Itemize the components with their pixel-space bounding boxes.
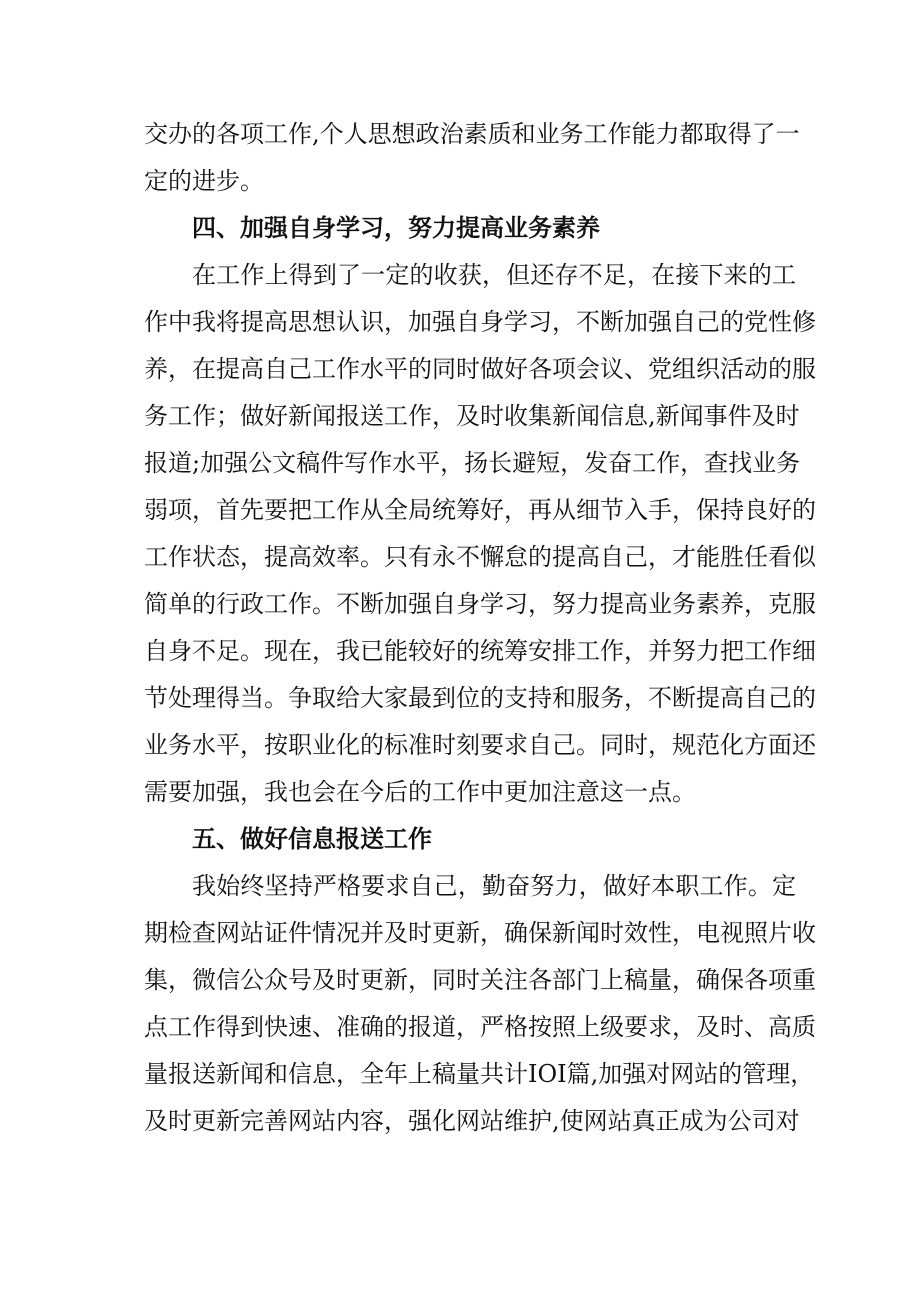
section-heading-4: 四、加强自身学习，努力提高业务素养 — [192, 214, 600, 242]
paragraph-line: 节处理得当。争取给大家最到位的支持和服务，不断提高自己的 — [144, 684, 816, 712]
paragraph-line: 定的进步。 — [144, 167, 264, 195]
paragraph-line: 作中我将提高思想认识，加强自身学习，不断加强自己的党性修 — [144, 308, 816, 336]
paragraph-line: 业务水平，按职业化的标准时刻要求自己。同时，规范化方面还 — [144, 731, 816, 759]
paragraph-line: 需要加强，我也会在今后的工作中更加注意这一点。 — [144, 778, 696, 806]
paragraph-line: 我始终坚持严格要求自己，勤奋努力，做好本职工作。定 — [192, 872, 796, 900]
paragraph-line: 简单的行政工作。不断加强自身学习，努力提高业务素养，克服 — [144, 590, 816, 618]
paragraph-line: 务工作；做好新闻报送工作，及时收集新闻信息,新闻事件及时 — [144, 402, 800, 430]
paragraph-line: 养，在提高自己工作水平的同时做好各项会议、党组织活动的服 — [144, 355, 816, 383]
section-heading-5: 五、做好信息报送工作 — [192, 825, 432, 853]
paragraph-line: 工作状态，提高效率。只有永不懈怠的提高自己，才能胜任看似 — [144, 543, 816, 571]
paragraph-line: 点工作得到快速、准确的报道，严格按照上级要求，及时、高质 — [144, 1013, 816, 1041]
paragraph-line: 弱项，首先要把工作从全局统筹好，再从细节入手，保持良好的 — [144, 496, 816, 524]
paragraph-line: 及时更新完善网站内容，强化网站维护,使网站真正成为公司对 — [144, 1107, 800, 1135]
paragraph-line: 在工作上得到了一定的收获，但还存不足，在接下来的工 — [192, 261, 796, 289]
paragraph-line: 量报送新闻和信息，全年上稿量共计IOI篇,加强对网站的管理， — [144, 1060, 815, 1088]
paragraph-line: 报道;加强公文稿件写作水平，扬长避短，发奋工作，查找业务 — [144, 449, 801, 477]
paragraph-line: 自身不足。现在，我已能较好的统筹安排工作，并努力把工作细 — [144, 637, 816, 665]
paragraph-line: 集，微信公众号及时更新，同时关注各部门上稿量，确保各项重 — [144, 966, 816, 994]
paragraph-line: 期检查网站证件情况并及时更新，确保新闻时效性，电视照片收 — [144, 919, 816, 947]
paragraph-line: 交办的各项工作,个人思想政治素质和业务工作能力都取得了一 — [144, 120, 800, 148]
